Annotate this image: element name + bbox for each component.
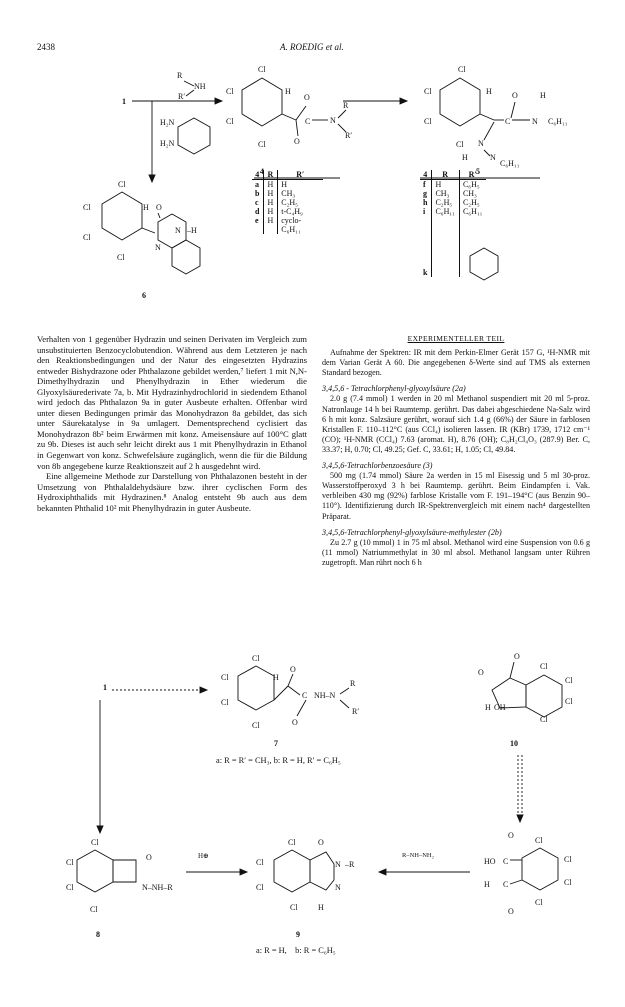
table-header: R′ bbox=[278, 170, 324, 180]
svg-text:H: H bbox=[318, 903, 324, 912]
svg-text:10: 10 bbox=[510, 739, 518, 748]
body-text-left bbox=[37, 334, 307, 513]
svg-text:H: H bbox=[540, 91, 546, 100]
svg-text:O: O bbox=[290, 665, 296, 674]
paragraph: Eine allgemeine Methode zur Darstellung von Phthalazonen besteht in der Umsetzung von Phthalaldehydsäure bzw. ihrer cyclischen Form des Hydroxiphthalids mit Hydrazinen.⁸ Analog entsteht 9b auch aus dem bekannten Phthalid 10² mit Phenylhydrazin in guter Ausbeute. bbox=[37, 471, 307, 513]
svg-text:H₂N: H₂N bbox=[160, 139, 175, 148]
svg-text:N: N bbox=[335, 860, 341, 869]
svg-text:Cl: Cl bbox=[288, 838, 296, 847]
svg-text:Cl: Cl bbox=[258, 65, 266, 74]
paragraph: 500 mg (1.74 mmol) Säure 2a werden in 15 ml Eisessig und 5 ml 30-proz. Wasserstoffperoxyd 3 h bei Raumtemp. gerührt. Beim Eindampfen i. Vak. verbleiben 430 mg (92%) farblose Kristalle vom F. 191–194°C (aus Benzin 90–110°). Identifizierung durch IR-Spektrenvergleich mit einem nach⁴ dargestellten Präparat. bbox=[322, 471, 590, 521]
table-row: h C₂H₅ C₂H₅ bbox=[420, 198, 486, 207]
svg-text:O: O bbox=[514, 652, 520, 661]
svg-text:Cl: Cl bbox=[540, 662, 548, 671]
svg-text:Cl: Cl bbox=[458, 65, 466, 74]
svg-text:Cl: Cl bbox=[535, 836, 543, 845]
svg-text:R: R bbox=[177, 71, 183, 80]
svg-text:Cl: Cl bbox=[221, 698, 229, 707]
svg-text:N: N bbox=[155, 243, 161, 252]
svg-text:R: R bbox=[343, 101, 349, 110]
entry-heading: 3,4,5,6 - Tetrachlorphenyl-glyoxylsäure (2a) bbox=[322, 384, 466, 394]
svg-text:1: 1 bbox=[103, 683, 107, 692]
svg-text:H: H bbox=[143, 203, 149, 212]
svg-text:R′: R′ bbox=[178, 92, 186, 101]
table-row: d H t-C₄H₉ bbox=[252, 207, 323, 216]
svg-text:–H: –H bbox=[187, 226, 197, 235]
svg-text:C: C bbox=[302, 691, 308, 700]
paragraph: Zu 2.7 g (10 mmol) 1 in 75 ml absol. Methanol wird eine Suspension von 0.6 g (11 mmol) Natriummethylat in 30 ml absol. Methanol langsam unter Rühren zugetropft. Man rührt noch 6 h bbox=[322, 537, 590, 567]
svg-text:Cl: Cl bbox=[66, 858, 74, 867]
svg-text:Cl: Cl bbox=[564, 855, 572, 864]
svg-text:Cl: Cl bbox=[252, 721, 260, 730]
table-row: f H C₆H₅ bbox=[420, 180, 486, 190]
svg-text:Cl: Cl bbox=[258, 140, 266, 149]
hydrazine-reagent-label: R–NH–NH₂ bbox=[402, 852, 434, 859]
svg-text:H₂N: H₂N bbox=[160, 118, 175, 127]
svg-text:5: 5 bbox=[476, 167, 480, 176]
acid-reagent-label: H⊕ bbox=[198, 852, 209, 860]
svg-text:N: N bbox=[490, 153, 496, 162]
paragraph: 2.0 g (7.4 mmol) 1 werden in 20 ml Methanol suspendiert mit 20 ml 5-proz. Natronlauge 14 h bei Raumtemp. gerührt. Das dabei abgeschiedene Na-Salz wird 6 h mit konz. Salzsäure gerührt, worauf sich 1.4 g (66%) der Säure in farblosen Kristallen F. 110–112°C (aus CCl₄) isolieren lassen. IR (KBr) 1739, 1712 cm⁻¹ (CO); ¹H-NMR (CCl₄) 7.63 (aromat. H), 8.76 (OH); C₈H₂Cl₄O₃ (287.9) Ber. C, 33.37; H, 0.70; Cl, 49.25; Gef. C, 33.61; H, 1.05; Cl, 49.84. bbox=[322, 394, 590, 454]
svg-text:Cl: Cl bbox=[290, 903, 298, 912]
svg-text:C: C bbox=[503, 857, 509, 866]
svg-text:NH–N: NH–N bbox=[314, 691, 336, 700]
substituent-table-right bbox=[420, 170, 486, 277]
svg-text:O: O bbox=[304, 93, 310, 102]
compound-9-caption: a: R = H, b: R = C₆H₅ bbox=[256, 946, 336, 955]
table-row: g CH₃ CH₃ bbox=[420, 189, 486, 198]
table-row: e H cyclo-C₆H₁₁ bbox=[252, 216, 323, 234]
svg-text:C₆H₁₁: C₆H₁₁ bbox=[548, 117, 568, 126]
section-title: EXPERIMENTELLER TEIL bbox=[407, 334, 505, 343]
svg-text:O: O bbox=[512, 91, 518, 100]
svg-text:H: H bbox=[484, 880, 490, 889]
svg-text:–R: –R bbox=[345, 860, 355, 869]
entry-heading: 3,4,5,6-Tetrachlorbenzoesäure (3) bbox=[322, 461, 433, 471]
svg-text:Cl: Cl bbox=[540, 715, 548, 724]
svg-text:Cl: Cl bbox=[256, 858, 264, 867]
svg-text:O: O bbox=[478, 668, 484, 677]
table-row: a H H bbox=[252, 180, 323, 190]
svg-text:NH: NH bbox=[194, 82, 206, 91]
svg-text:Cl: Cl bbox=[83, 203, 91, 212]
svg-text:N: N bbox=[330, 116, 336, 125]
table-header: R bbox=[264, 170, 278, 180]
svg-text:O: O bbox=[318, 838, 324, 847]
svg-text:Cl: Cl bbox=[226, 87, 234, 96]
svg-text:7: 7 bbox=[274, 739, 278, 748]
svg-text:Cl: Cl bbox=[256, 883, 264, 892]
svg-text:Cl: Cl bbox=[118, 180, 126, 189]
svg-text:H: H bbox=[485, 703, 491, 712]
svg-text:O: O bbox=[292, 718, 298, 727]
svg-text:R′: R′ bbox=[345, 131, 353, 140]
svg-text:N–NH–R: N–NH–R bbox=[142, 883, 173, 892]
svg-text:9: 9 bbox=[296, 930, 300, 939]
svg-text:Cl: Cl bbox=[565, 697, 573, 706]
svg-text:8: 8 bbox=[96, 930, 100, 939]
svg-text:H: H bbox=[486, 87, 492, 96]
svg-text:N: N bbox=[532, 117, 538, 126]
table-row: i C₆H₁₁ C₆H₁₁ bbox=[420, 207, 486, 216]
svg-text:Cl: Cl bbox=[226, 117, 234, 126]
table-header: 4 bbox=[252, 170, 264, 180]
svg-text:Cl: Cl bbox=[456, 140, 464, 149]
svg-text:C: C bbox=[505, 117, 511, 126]
svg-text:Cl: Cl bbox=[91, 838, 99, 847]
svg-text:O: O bbox=[146, 853, 152, 862]
substituent-table-left bbox=[252, 170, 323, 234]
table-row: c H C₂H₅ bbox=[252, 198, 323, 207]
table-header: 4 bbox=[420, 170, 432, 180]
page-number: 2438 bbox=[37, 42, 55, 52]
svg-text:C: C bbox=[503, 880, 509, 889]
compound-7-caption: a: R = R′ = CH₃, b: R = H, R′ = C₆H₅ bbox=[216, 756, 341, 765]
svg-text:R′: R′ bbox=[352, 707, 360, 716]
entry-heading: 3,4,5,6-Tetrachlorphenyl-glyoxylsäure-methylester (2b) bbox=[322, 527, 502, 537]
svg-text:Cl: Cl bbox=[252, 654, 260, 663]
svg-text:Cl: Cl bbox=[565, 676, 573, 685]
paragraph: Verhalten von 1 gegenüber Hydrazin und seinen Derivaten im Vergleich zum unsubstituierten Benzocyclobutendion. Während aus dem Letzteren je nach den Reaktionsbedingungen und der Natur des eingesetzten Hydrazins entweder Bishydrazone oder Phthalazone gebildet werden,⁷ liefert 1 mit N,N-Dimethylhydrazin und Phenylhydrazin in Ether wiederum die Glyoxylsäurederivate 7a, b. Mit Hydrazinhydrochlorid in siedendem Ethanol wird jedoch das Phthalazon 9a in guter Ausbeute erhalten. Offenbar wird unter diesen Bedingungen primär das Monohydrazon 8a gebildet, das sich unter Säurekatalyse in 9a umlagert. Dementsprechend cyclisiert das Monohydrazon 8b² beim Erwärmen mit konz. Ameisensäure auf 100°C glatt zu 9b. Dieses ist auch sehr leicht direkt aus 1 mit Phenylhydrazin in Ethanol in Gegenwart von konz. Schwefelsäure zugänglich, wenn die für die Bildung von 8b angegebene kurze Reaktionszeit auf 2 h ausgedehnt wird. bbox=[37, 334, 307, 471]
svg-text:Cl: Cl bbox=[424, 87, 432, 96]
running-title: A. ROEDIG et al. bbox=[280, 42, 344, 52]
svg-text:H: H bbox=[285, 87, 291, 96]
svg-text:1: 1 bbox=[122, 97, 126, 106]
svg-text:O: O bbox=[156, 203, 162, 212]
svg-text:Cl: Cl bbox=[535, 898, 543, 907]
svg-text:Cl: Cl bbox=[221, 673, 229, 682]
svg-text:HO: HO bbox=[484, 857, 496, 866]
table-row: b H CH₃ bbox=[252, 189, 323, 198]
svg-text:H: H bbox=[462, 153, 468, 162]
svg-text:O: O bbox=[508, 907, 514, 916]
svg-text:Cl: Cl bbox=[117, 253, 125, 262]
svg-text:O: O bbox=[294, 137, 300, 146]
svg-text:6: 6 bbox=[142, 291, 146, 300]
svg-text:Cl: Cl bbox=[83, 233, 91, 242]
svg-text:OH: OH bbox=[494, 703, 506, 712]
svg-text:R: R bbox=[350, 679, 356, 688]
svg-text:N: N bbox=[335, 883, 341, 892]
svg-text:N: N bbox=[175, 226, 181, 235]
paragraph: Aufnahme der Spektren: IR mit dem Perkin-Elmer Gerät 157 G, ¹H-NMR mit dem Varian Gerät A 60. Die angegebenen δ-Werte sind auf TMS als externen Standard bezogen. bbox=[322, 348, 590, 378]
svg-text:C₆H₁₁: C₆H₁₁ bbox=[500, 159, 520, 168]
experimental-section bbox=[322, 334, 590, 572]
svg-text:Cl: Cl bbox=[90, 905, 98, 914]
svg-text:Cl: Cl bbox=[564, 878, 572, 887]
svg-text:O: O bbox=[508, 831, 514, 840]
table-row: k bbox=[420, 216, 486, 277]
svg-text:H: H bbox=[273, 673, 279, 682]
svg-text:Cl: Cl bbox=[66, 883, 74, 892]
table-header: R′ bbox=[459, 170, 486, 180]
svg-text:C: C bbox=[305, 117, 311, 126]
table-header: R bbox=[432, 170, 459, 180]
svg-text:4: 4 bbox=[260, 167, 264, 176]
svg-text:Cl: Cl bbox=[424, 117, 432, 126]
svg-text:N: N bbox=[478, 139, 484, 148]
